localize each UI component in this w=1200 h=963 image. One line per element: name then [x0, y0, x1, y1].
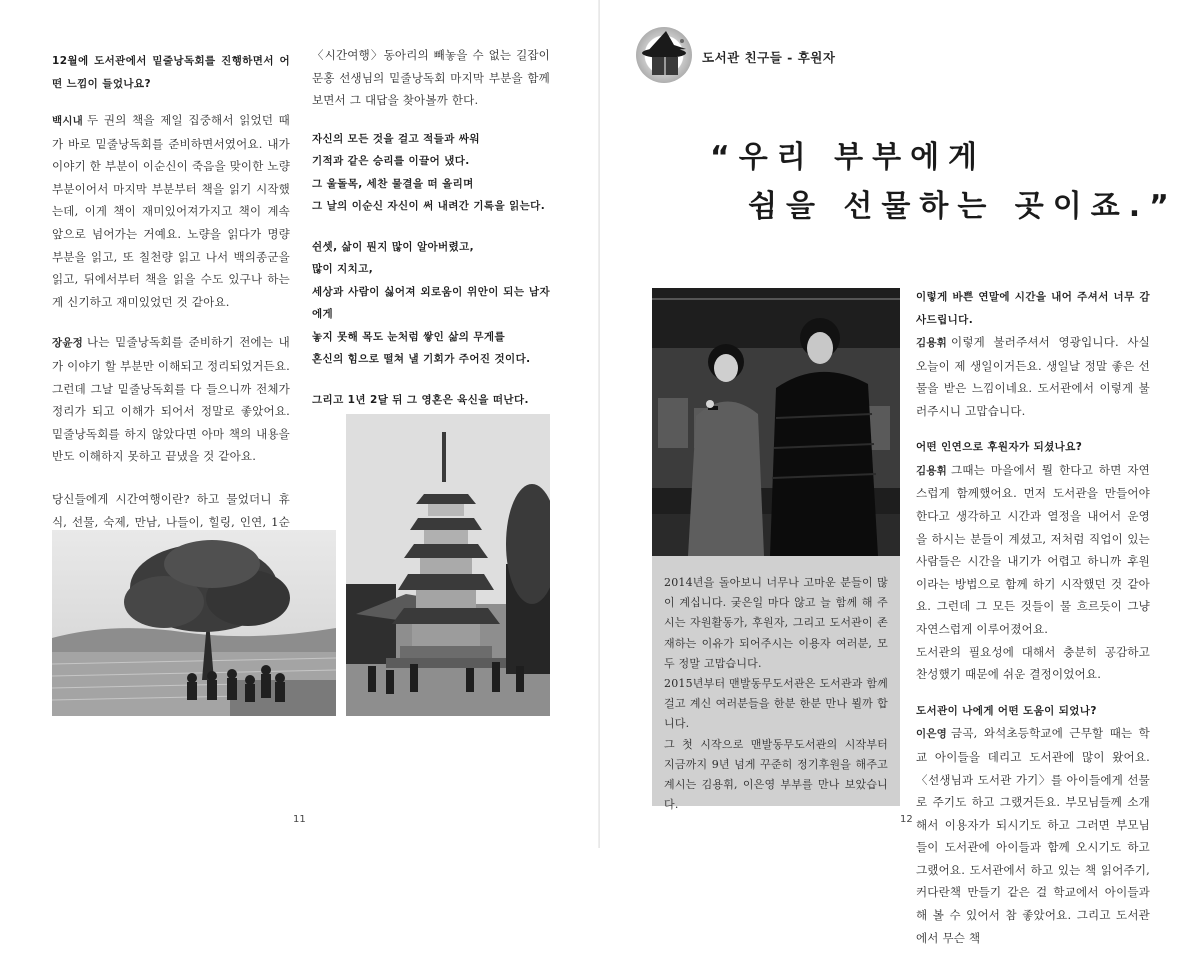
answer-paragraph	[52, 331, 290, 468]
intro-box	[652, 556, 900, 812]
quote-line: 세상과 사람이 싫어져 외로움이 위안이 되는 남자에게	[312, 285, 550, 321]
answer-text: 금곡, 와석초등학교에 근무할 때는 학교 아이들을 데리고 도서관에 많이 왔어요. 〈선생님과 도서관 가기〉를 아이들에게 선물로 주기도 하고 그랬거든요. 부모님들께 소개해서 이용자가 되시기도 하고 그러면 부모님들이 도서관에 아이들과 함께 오시기도 하고 그랬어요. 도서관에서 하고 있는 책 읽어주기, 커다란책 만들기 같은 걸 학교에서 아이들과 해 볼 수 있어서 참 좋았어요. 그리고 도서관에서 무슨 책	[916, 726, 1150, 945]
speaker-name: 이은영	[916, 728, 948, 741]
handwritten-quote-3: 그리고 1년 2달 뒤 그 영혼은 육신을 떠난다.	[312, 393, 529, 406]
quote-line: 쉰셋, 삶이 뭔지 많이 알아버렸고,	[312, 240, 475, 253]
speaker-name: 김용휘	[916, 337, 948, 349]
quote-line: 많이 지치고,	[312, 263, 374, 276]
headline-line-2: 쉼을 선물하는 곳이죠.”	[748, 189, 1178, 224]
quote-line: 기적과 같은 승리를 이끌어 냈다.	[312, 155, 470, 168]
interview-answer	[916, 331, 1150, 422]
page-11	[0, 0, 600, 848]
headline-line-1: “우리 부부에게	[710, 140, 987, 175]
intro-box-paragraph: 그 첫 시작으로 맨발동무도서관의 시작부터 지금까지 9년 넘게 꾸준히 정기후원을 해주고 계시는 김용휘, 이은영 부부를 만나 보았습니다.	[664, 737, 888, 812]
page-12	[600, 0, 1200, 945]
interview-answer-continued: 도서관의 필요성에 대해서 충분히 공감하고 찬성했기 때문에 쉬운 결정이었어요.	[916, 644, 1150, 682]
answer-text: 이렇게 불러주셔서 영광입니다. 사실 오늘이 제 생일이거든요. 생일날 정말 좋은 선물을 받은 느낌이네요. 도서관에서 이렇게 불러주시니 고맙습니다.	[916, 335, 1150, 418]
closing-paragraph: 당신들에게 시간여행이란? 하고 물었더니 휴식, 선물, 숙제, 만남, 나들이, 힐링, 인연, 1순	[52, 491, 290, 529]
handwritten-quote-2	[312, 236, 550, 371]
section-badge	[636, 27, 692, 83]
quote-line: 놓지 못해 목도 눈처럼 쌓인 삶의 무게를	[312, 330, 506, 343]
interview-question: 어떤 인연으로 후원자가 되셨나요?	[916, 441, 1083, 454]
interview-column	[916, 286, 1150, 963]
interview-question: 이렇게 바쁜 연말에 시간을 내어 주셔서 너무 감사드립니다.	[916, 291, 1150, 326]
page-number: 12	[900, 814, 913, 825]
interview-answer	[916, 459, 1150, 641]
pagoda-photo	[346, 414, 550, 716]
speaker-name: 백시내	[52, 115, 84, 127]
intro-box-paragraph: 2014년을 돌아보니 너무나 고마운 분들이 많이 계십니다. 궂은일 마다 않고 늘 함께 해 주시는 자원활동가, 후원자, 그리고 도서관이 존재하는 이유가 되어주시는 이용자 여러분, 모두 정말 고맙습니다.	[664, 576, 888, 670]
interview-answer	[916, 722, 1150, 949]
left-column-2	[312, 44, 550, 411]
speaker-name: 장윤정	[52, 337, 84, 350]
answer-text: 그때는 마을에서 뭘 한다고 하면 자연스럽게 함께했어요. 먼저 도서관을 만들어야 한다고 생각하고 시간과 열정을 내어서 운영을 하시는 분들이 계셨고, 저처럼 직업이 있는 사람들은 시간을 내기가 어렵고 하니까 후원이라는 방법으로 함께 하기 시작했던 것 같아요. 그런데 그 모든 것들이 물 흐르듯이 그냥 자연스럽게 이루어졌어요.	[916, 462, 1150, 637]
answer-text: 나는 밑줄낭독회를 준비하기 전에는 내가 이야기 할 부분만 이해되고 정리되었거든요. 그런데 그날 밑줄낭독회를 다 들으니까 전체가 정리가 되고 이해가 되어서 정말로 좋았어요. 밑줄낭독회를 하지 않았다면 아마 책의 내용을 반도 이해하지 못하고 끝냈을 것 같아요.	[52, 335, 291, 464]
intro-box-paragraph: 2015년부터 맨발동무도서관은 도서관과 함께 걸고 계신 여러분들을 한분 한분 만나 뵐까 합니다.	[664, 677, 888, 731]
interview-question: 도서관이 나에게 어떤 도움이 되었나?	[916, 704, 1097, 717]
answer-text: 두 권의 책을 제일 집중해서 읽었던 때가 바로 밑줄낭독회를 준비하면서였어요. 내가 이야기 한 부분이 이순신이 죽음을 맞이한 노량 부분이어서 마지막 부분부터 책을 읽기 시작했는데, 이게 책이 재미있어져가지고 책이 계속 앞으로 넘어가는 거예요. 노량을 읽다가 명량 부분을 읽고, 또 칠천량 읽고 나서 백의종군을 읽고, 뒤에서부터 책을 읽을 수도 있구나 하는 게 신기하고 재미있었던 것 같아요.	[52, 113, 291, 309]
page-number: 11	[293, 814, 306, 825]
quote-line: 혼신의 힘으로 떨쳐 낼 기회가 주어진 것이다.	[312, 353, 531, 366]
intro-paragraph: 〈시간여행〉동아리의 빼놓을 수 없는 길잡이 문홍 선생님의 밑줄낭독회 마지막 부분을 함께 보면서 그 대답을 찾아볼까 한다.	[312, 48, 550, 108]
quote-line: 자신의 모든 것을 걸고 적들과 싸워	[312, 132, 480, 145]
question-heading: 12월에 도서관에서 밑줄낭독회를 진행하면서 어떤 느낌이 들었나요?	[52, 55, 290, 90]
quote-line: 그 울돌목, 세찬 물결을 떠 올리며	[312, 177, 474, 190]
witch-hat-book-icon	[636, 27, 692, 83]
speaker-name: 김용휘	[916, 464, 948, 477]
section-label: 도서관 친구들 - 후원자	[702, 50, 836, 65]
handwritten-quote-1	[312, 128, 550, 218]
answer-paragraph	[52, 109, 290, 313]
intro-box-text	[664, 573, 888, 815]
couple-photo	[652, 288, 900, 556]
quote-line: 그 날의 이순신 자신이 써 내려간 기록을 읽는다.	[312, 200, 546, 213]
group-photo-tree	[52, 530, 336, 716]
